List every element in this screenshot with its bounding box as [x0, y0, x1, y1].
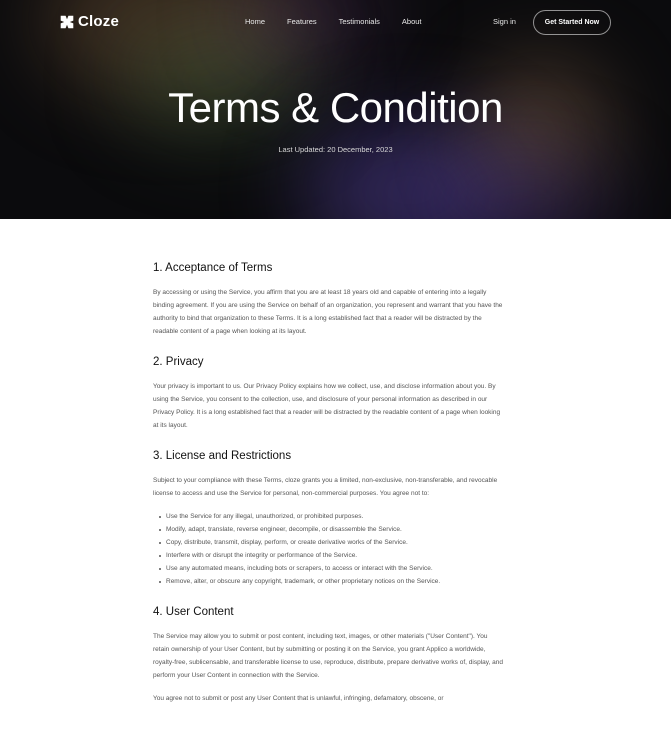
list-item: Modify, adapt, translate, reverse engineer, decompile, or disassemble the Service.	[161, 523, 503, 536]
section-paragraph: Your privacy is important to us. Our Privacy Policy explains how we collect, use, and disclose information about you. By using the Service, you consent to the collection, use, and disclosure of your personal information as described in our Privacy Policy. It is a long established fact that a reader will be distracted by the readable content of a page when looking at its layout.	[153, 383, 501, 429]
section-privacy	[153, 356, 503, 432]
brand-logo[interactable]	[60, 13, 119, 30]
section-heading: 4. User Content	[153, 606, 234, 618]
section-paragraph: You agree not to submit or post any User Content that is unlawful, infringing, defamatory, obscene, or	[153, 695, 444, 702]
section-paragraph: The Service may allow you to submit or post content, including text, images, or other materials ("User Content"). You retain ownership of your User Content, but by submitting or posting it on the Service, you grant Applico a worldwide, royalty-free, sublicensable, and transferable license to use, reproduce, distribute, prepare derivative works of, display, and perform your User Content in connection with the Service.	[153, 633, 503, 679]
list-item: Copy, distribute, transmit, display, perform, or create derivative works of the Service.	[161, 536, 503, 549]
list-item: Use the Service for any illegal, unauthorized, or prohibited purposes.	[161, 510, 503, 523]
nav-link-features[interactable]: Features	[287, 17, 317, 26]
last-updated: Last Updated: 20 December, 2023	[278, 145, 393, 154]
brand-name: Cloze	[78, 13, 120, 30]
nav-link-about[interactable]: About	[401, 17, 422, 26]
list-item: Interfere with or disrupt the integrity or performance of the Service.	[161, 549, 503, 562]
section-paragraph: Subject to your compliance with these Terms, cloze grants you a limited, non-exclusive, non-transferable, and revocable license to access and use the Service for personal, non-commercial purposes. You agree not to:	[153, 477, 498, 497]
get-started-button[interactable]: Get Started Now	[533, 10, 611, 35]
top-navigation	[0, 0, 671, 46]
page-title: Terms & Condition	[168, 84, 503, 131]
section-user-content	[153, 606, 503, 705]
list-item: Remove, alter, or obscure any copyright, trademark, or other proprietary notices on the Service.	[161, 575, 503, 588]
section-heading: 2. Privacy	[153, 356, 204, 368]
sign-in-link[interactable]: Sign in	[493, 17, 516, 26]
section-paragraph: By accessing or using the Service, you affirm that you are at least 18 years old and capable of entering into a legally binding agreement. If you are using the Service on behalf of an organization, you represent and warrant that you have the authority to bind that organization to these Terms. It is a long established fact that a reader will be distracted by the readable content of a page when looking at its layout.	[153, 289, 503, 335]
restrictions-list	[153, 510, 503, 588]
section-license	[153, 450, 503, 588]
terms-content	[153, 262, 503, 723]
section-acceptance	[153, 262, 503, 338]
nav-link-testimonials[interactable]: Testimonials	[338, 17, 380, 26]
list-item: Use any automated means, including bots or scrapers, to access or interact with the Service.	[161, 562, 503, 575]
section-heading: 1. Acceptance of Terms	[153, 262, 273, 274]
cloze-logo-icon	[60, 15, 74, 29]
nav-link-home[interactable]: Home	[245, 17, 266, 26]
section-heading: 3. License and Restrictions	[153, 450, 292, 462]
nav-links	[245, 17, 444, 26]
hero-section	[0, 0, 671, 219]
